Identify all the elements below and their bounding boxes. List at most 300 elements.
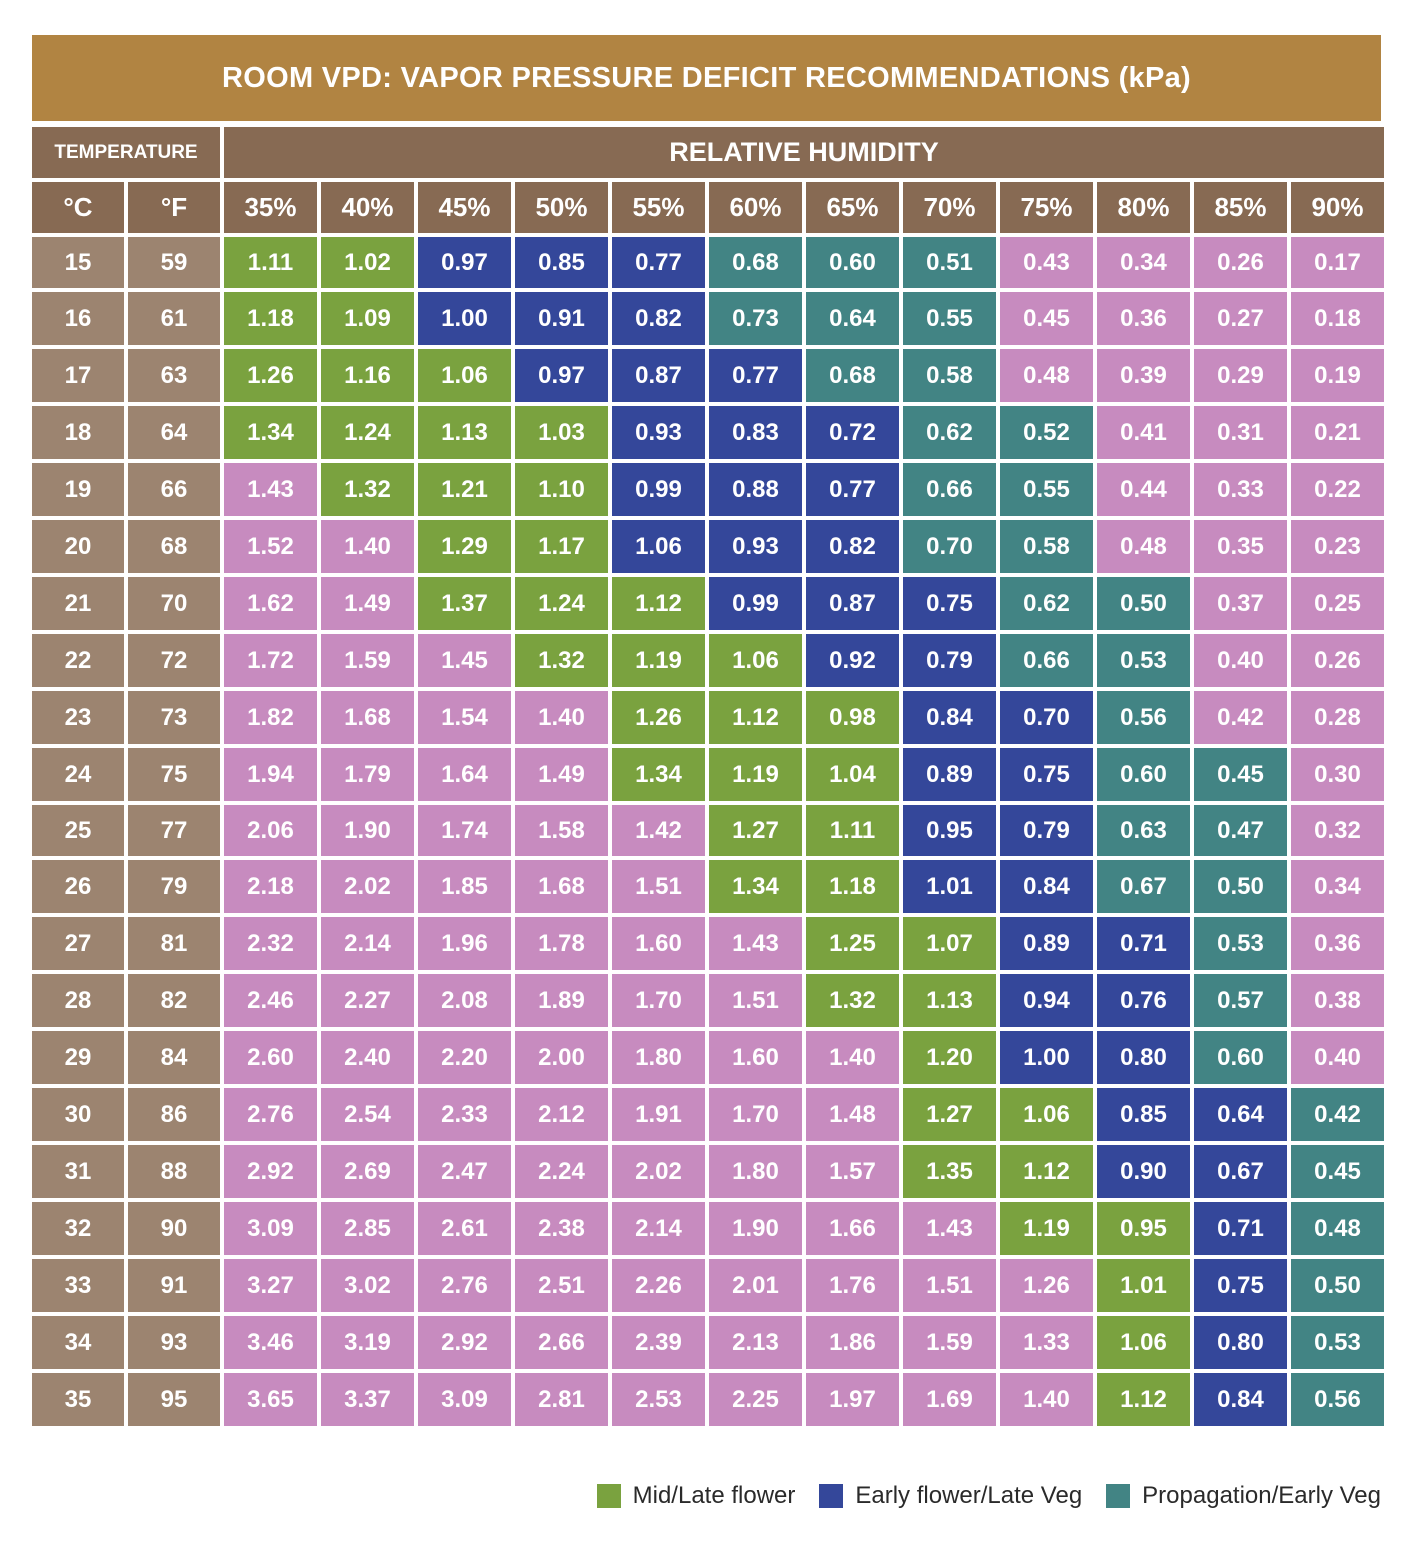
vpd-value-cell: 0.66 — [903, 463, 996, 516]
vpd-value-cell: 1.66 — [806, 1202, 899, 1255]
vpd-value-cell: 3.46 — [224, 1316, 317, 1369]
vpd-value-cell: 0.53 — [1291, 1316, 1384, 1369]
vpd-value-cell: 2.13 — [709, 1316, 802, 1369]
vpd-value-cell: 0.60 — [1097, 748, 1190, 801]
vpd-value-cell: 1.32 — [321, 463, 414, 516]
vpd-value-cell: 0.92 — [806, 634, 899, 687]
legend-item — [1106, 1482, 1381, 1510]
vpd-value-cell: 2.66 — [515, 1316, 608, 1369]
temperature-f-cell: 68 — [128, 520, 220, 573]
vpd-value-cell: 1.13 — [418, 406, 511, 459]
vpd-value-cell: 1.94 — [224, 748, 317, 801]
vpd-value-cell: 1.19 — [1000, 1202, 1093, 1255]
vpd-value-cell: 0.19 — [1291, 349, 1384, 402]
vpd-value-cell: 0.68 — [806, 349, 899, 402]
vpd-value-cell: 0.48 — [1291, 1202, 1384, 1255]
humidity-column-header: 85% — [1194, 182, 1287, 233]
vpd-value-cell: 0.87 — [806, 577, 899, 630]
vpd-value-cell: 1.19 — [612, 634, 705, 687]
vpd-value-cell: 1.01 — [1097, 1259, 1190, 1312]
temperature-c-cell: 24 — [32, 748, 124, 801]
vpd-value-cell: 0.18 — [1291, 292, 1384, 345]
vpd-value-cell: 0.72 — [806, 406, 899, 459]
vpd-value-cell: 0.37 — [1194, 577, 1287, 630]
fahrenheit-header: °F — [128, 182, 220, 233]
vpd-value-cell: 2.53 — [612, 1373, 705, 1426]
vpd-value-cell: 1.26 — [612, 691, 705, 744]
humidity-column-header: 35% — [224, 182, 317, 233]
vpd-value-cell: 3.19 — [321, 1316, 414, 1369]
temperature-f-cell: 61 — [128, 292, 220, 345]
vpd-value-cell: 1.91 — [612, 1088, 705, 1141]
humidity-column-header: 55% — [612, 182, 705, 233]
temperature-f-cell: 63 — [128, 349, 220, 402]
vpd-value-cell: 0.50 — [1291, 1259, 1384, 1312]
vpd-value-cell: 1.00 — [1000, 1031, 1093, 1084]
vpd-value-cell: 1.06 — [418, 349, 511, 402]
temperature-f-cell: 95 — [128, 1373, 220, 1426]
vpd-value-cell: 0.83 — [709, 406, 802, 459]
vpd-value-cell: 0.84 — [903, 691, 996, 744]
vpd-value-cell: 0.63 — [1097, 805, 1190, 856]
vpd-value-cell: 0.57 — [1194, 974, 1287, 1027]
vpd-value-cell: 0.95 — [903, 805, 996, 856]
vpd-value-cell: 0.50 — [1194, 860, 1287, 913]
vpd-value-cell: 1.40 — [515, 691, 608, 744]
vpd-value-cell: 0.89 — [1000, 917, 1093, 970]
temperature-f-cell: 88 — [128, 1145, 220, 1198]
vpd-value-cell: 0.27 — [1194, 292, 1287, 345]
vpd-value-cell: 1.43 — [903, 1202, 996, 1255]
vpd-value-cell: 0.51 — [903, 237, 996, 288]
vpd-value-cell: 0.48 — [1000, 349, 1093, 402]
vpd-value-cell: 2.00 — [515, 1031, 608, 1084]
vpd-value-cell: 1.68 — [321, 691, 414, 744]
vpd-value-cell: 1.48 — [806, 1088, 899, 1141]
vpd-value-cell: 0.17 — [1291, 237, 1384, 288]
vpd-value-cell: 1.85 — [418, 860, 511, 913]
temperature-c-cell: 33 — [32, 1259, 124, 1312]
vpd-value-cell: 0.73 — [709, 292, 802, 345]
vpd-value-cell: 0.41 — [1097, 406, 1190, 459]
temperature-c-cell: 22 — [32, 634, 124, 687]
vpd-value-cell: 1.32 — [806, 974, 899, 1027]
vpd-chart — [32, 35, 1381, 1426]
vpd-value-cell: 0.62 — [1000, 577, 1093, 630]
vpd-value-cell: 0.67 — [1194, 1145, 1287, 1198]
humidity-column-header: 65% — [806, 182, 899, 233]
vpd-value-cell: 2.06 — [224, 805, 317, 856]
vpd-value-cell: 0.44 — [1097, 463, 1190, 516]
vpd-value-cell: 0.99 — [709, 577, 802, 630]
vpd-value-cell: 2.69 — [321, 1145, 414, 1198]
vpd-value-cell: 0.90 — [1097, 1145, 1190, 1198]
vpd-value-cell: 0.32 — [1291, 805, 1384, 856]
humidity-column-header: 80% — [1097, 182, 1190, 233]
vpd-value-cell: 1.80 — [709, 1145, 802, 1198]
vpd-value-cell: 1.12 — [1097, 1373, 1190, 1426]
temperature-f-cell: 84 — [128, 1031, 220, 1084]
vpd-value-cell: 2.14 — [321, 917, 414, 970]
vpd-value-cell: 1.96 — [418, 917, 511, 970]
vpd-value-cell: 2.14 — [612, 1202, 705, 1255]
vpd-value-cell: 1.90 — [321, 805, 414, 856]
vpd-value-cell: 0.87 — [612, 349, 705, 402]
vpd-value-cell: 0.71 — [1097, 917, 1190, 970]
vpd-value-cell: 2.51 — [515, 1259, 608, 1312]
vpd-value-cell: 1.20 — [903, 1031, 996, 1084]
temperature-f-cell: 72 — [128, 634, 220, 687]
vpd-value-cell: 0.58 — [903, 349, 996, 402]
vpd-value-cell: 0.55 — [903, 292, 996, 345]
vpd-value-cell: 1.37 — [418, 577, 511, 630]
vpd-value-cell: 1.06 — [1097, 1316, 1190, 1369]
vpd-value-cell: 2.33 — [418, 1088, 511, 1141]
temperature-f-cell: 70 — [128, 577, 220, 630]
vpd-value-cell: 1.70 — [612, 974, 705, 1027]
vpd-value-cell: 2.76 — [418, 1259, 511, 1312]
vpd-value-cell: 1.25 — [806, 917, 899, 970]
vpd-value-cell: 0.25 — [1291, 577, 1384, 630]
vpd-value-cell: 0.28 — [1291, 691, 1384, 744]
legend — [573, 1482, 1381, 1510]
vpd-value-cell: 2.01 — [709, 1259, 802, 1312]
vpd-value-cell: 0.91 — [515, 292, 608, 345]
vpd-value-cell: 0.53 — [1097, 634, 1190, 687]
temperature-c-cell: 18 — [32, 406, 124, 459]
vpd-value-cell: 0.84 — [1000, 860, 1093, 913]
vpd-value-cell: 1.02 — [321, 237, 414, 288]
vpd-value-cell: 1.58 — [515, 805, 608, 856]
vpd-value-cell: 1.69 — [903, 1373, 996, 1426]
vpd-value-cell: 1.00 — [418, 292, 511, 345]
vpd-value-cell: 0.60 — [806, 237, 899, 288]
vpd-value-cell: 1.78 — [515, 917, 608, 970]
humidity-column-header: 70% — [903, 182, 996, 233]
vpd-value-cell: 2.32 — [224, 917, 317, 970]
vpd-value-cell: 1.10 — [515, 463, 608, 516]
vpd-value-cell: 0.99 — [612, 463, 705, 516]
vpd-value-cell: 1.12 — [709, 691, 802, 744]
vpd-value-cell: 0.95 — [1097, 1202, 1190, 1255]
vpd-value-cell: 0.76 — [1097, 974, 1190, 1027]
vpd-value-cell: 2.27 — [321, 974, 414, 1027]
vpd-value-cell: 0.35 — [1194, 520, 1287, 573]
vpd-value-cell: 1.49 — [321, 577, 414, 630]
temperature-c-cell: 35 — [32, 1373, 124, 1426]
vpd-value-cell: 0.98 — [806, 691, 899, 744]
legend-label: Mid/Late flower — [632, 1482, 796, 1509]
vpd-value-cell: 1.34 — [709, 860, 802, 913]
vpd-value-cell: 0.30 — [1291, 748, 1384, 801]
vpd-value-cell: 3.09 — [224, 1202, 317, 1255]
vpd-value-cell: 3.65 — [224, 1373, 317, 1426]
vpd-value-cell: 2.61 — [418, 1202, 511, 1255]
vpd-value-cell: 1.35 — [903, 1145, 996, 1198]
vpd-value-cell: 2.02 — [321, 860, 414, 913]
vpd-value-cell: 1.43 — [709, 917, 802, 970]
vpd-value-cell: 2.92 — [224, 1145, 317, 1198]
vpd-value-cell: 0.42 — [1291, 1088, 1384, 1141]
vpd-value-cell: 2.20 — [418, 1031, 511, 1084]
vpd-value-cell: 1.19 — [709, 748, 802, 801]
vpd-value-cell: 2.85 — [321, 1202, 414, 1255]
humidity-column-header: 60% — [709, 182, 802, 233]
vpd-value-cell: 0.79 — [1000, 805, 1093, 856]
vpd-value-cell: 1.64 — [418, 748, 511, 801]
vpd-value-cell: 2.26 — [612, 1259, 705, 1312]
vpd-value-cell: 2.60 — [224, 1031, 317, 1084]
vpd-value-cell: 1.06 — [1000, 1088, 1093, 1141]
legend-swatch — [819, 1484, 843, 1508]
vpd-value-cell: 0.56 — [1291, 1373, 1384, 1426]
vpd-value-cell: 1.27 — [903, 1088, 996, 1141]
legend-label: Early flower/Late Veg — [855, 1482, 1083, 1509]
vpd-value-cell: 1.72 — [224, 634, 317, 687]
vpd-value-cell: 0.94 — [1000, 974, 1093, 1027]
vpd-value-cell: 0.71 — [1194, 1202, 1287, 1255]
vpd-value-cell: 0.97 — [515, 349, 608, 402]
vpd-value-cell: 0.45 — [1194, 748, 1287, 801]
vpd-value-cell: 1.09 — [321, 292, 414, 345]
temperature-c-cell: 32 — [32, 1202, 124, 1255]
vpd-value-cell: 0.45 — [1291, 1145, 1384, 1198]
vpd-value-cell: 0.77 — [709, 349, 802, 402]
vpd-value-cell: 0.40 — [1194, 634, 1287, 687]
vpd-value-cell: 0.50 — [1097, 577, 1190, 630]
vpd-value-cell: 0.26 — [1194, 237, 1287, 288]
vpd-value-cell: 1.74 — [418, 805, 511, 856]
temperature-f-cell: 81 — [128, 917, 220, 970]
legend-item — [819, 1482, 1082, 1510]
vpd-value-cell: 1.90 — [709, 1202, 802, 1255]
vpd-value-cell: 0.93 — [709, 520, 802, 573]
vpd-value-cell: 0.82 — [806, 520, 899, 573]
vpd-value-cell: 1.26 — [1000, 1259, 1093, 1312]
temperature-f-cell: 66 — [128, 463, 220, 516]
vpd-value-cell: 1.59 — [903, 1316, 996, 1369]
vpd-value-cell: 0.26 — [1291, 634, 1384, 687]
vpd-value-cell: 0.47 — [1194, 805, 1287, 856]
vpd-value-cell: 0.36 — [1097, 292, 1190, 345]
vpd-value-cell: 0.75 — [1000, 748, 1093, 801]
vpd-value-cell: 0.62 — [903, 406, 996, 459]
vpd-value-cell: 0.79 — [903, 634, 996, 687]
vpd-value-cell: 0.33 — [1194, 463, 1287, 516]
vpd-value-cell: 1.57 — [806, 1145, 899, 1198]
vpd-value-cell: 0.55 — [1000, 463, 1093, 516]
chart-title: ROOM VPD: VAPOR PRESSURE DEFICIT RECOMMENDATIONS (kPa) — [32, 35, 1381, 121]
vpd-value-cell: 1.06 — [709, 634, 802, 687]
humidity-column-header: 40% — [321, 182, 414, 233]
legend-item — [597, 1482, 796, 1510]
vpd-value-cell: 0.29 — [1194, 349, 1287, 402]
temperature-header: TEMPERATURE — [32, 127, 220, 178]
vpd-value-cell: 0.53 — [1194, 917, 1287, 970]
vpd-value-cell: 0.85 — [1097, 1088, 1190, 1141]
temperature-f-cell: 59 — [128, 237, 220, 288]
temperature-f-cell: 86 — [128, 1088, 220, 1141]
vpd-value-cell: 3.27 — [224, 1259, 317, 1312]
vpd-value-cell: 0.58 — [1000, 520, 1093, 573]
vpd-value-cell: 1.43 — [224, 463, 317, 516]
vpd-value-cell: 2.18 — [224, 860, 317, 913]
vpd-value-cell: 0.75 — [903, 577, 996, 630]
vpd-value-cell: 1.59 — [321, 634, 414, 687]
vpd-value-cell: 3.37 — [321, 1373, 414, 1426]
temperature-c-cell: 21 — [32, 577, 124, 630]
temperature-f-cell: 79 — [128, 860, 220, 913]
temperature-c-cell: 15 — [32, 237, 124, 288]
vpd-value-cell: 0.68 — [709, 237, 802, 288]
vpd-table — [32, 127, 1381, 1426]
vpd-value-cell: 1.80 — [612, 1031, 705, 1084]
vpd-value-cell: 1.11 — [806, 805, 899, 856]
vpd-value-cell: 0.80 — [1097, 1031, 1190, 1084]
vpd-value-cell: 1.11 — [224, 237, 317, 288]
vpd-value-cell: 0.40 — [1291, 1031, 1384, 1084]
vpd-value-cell: 1.24 — [515, 577, 608, 630]
vpd-value-cell: 1.62 — [224, 577, 317, 630]
vpd-value-cell: 1.60 — [612, 917, 705, 970]
humidity-column-header: 75% — [1000, 182, 1093, 233]
vpd-value-cell: 0.88 — [709, 463, 802, 516]
vpd-value-cell: 1.24 — [321, 406, 414, 459]
temperature-c-cell: 23 — [32, 691, 124, 744]
legend-label: Propagation/Early Veg — [1142, 1482, 1381, 1509]
temperature-f-cell: 91 — [128, 1259, 220, 1312]
vpd-value-cell: 1.70 — [709, 1088, 802, 1141]
temperature-c-cell: 19 — [32, 463, 124, 516]
vpd-value-cell: 1.89 — [515, 974, 608, 1027]
vpd-value-cell: 1.82 — [224, 691, 317, 744]
vpd-value-cell: 1.42 — [612, 805, 705, 856]
vpd-value-cell: 2.08 — [418, 974, 511, 1027]
vpd-value-cell: 2.39 — [612, 1316, 705, 1369]
temperature-c-cell: 16 — [32, 292, 124, 345]
vpd-value-cell: 0.84 — [1194, 1373, 1287, 1426]
vpd-value-cell: 2.46 — [224, 974, 317, 1027]
vpd-value-cell: 1.51 — [612, 860, 705, 913]
vpd-value-cell: 0.82 — [612, 292, 705, 345]
vpd-value-cell: 2.40 — [321, 1031, 414, 1084]
vpd-value-cell: 1.34 — [224, 406, 317, 459]
temperature-f-cell: 82 — [128, 974, 220, 1027]
vpd-value-cell: 2.24 — [515, 1145, 608, 1198]
vpd-value-cell: 1.40 — [321, 520, 414, 573]
vpd-value-cell: 1.86 — [806, 1316, 899, 1369]
vpd-value-cell: 0.67 — [1097, 860, 1190, 913]
vpd-value-cell: 1.18 — [806, 860, 899, 913]
relative-humidity-header: RELATIVE HUMIDITY — [224, 127, 1384, 178]
vpd-value-cell: 2.81 — [515, 1373, 608, 1426]
vpd-value-cell: 0.77 — [806, 463, 899, 516]
vpd-value-cell: 0.85 — [515, 237, 608, 288]
vpd-value-cell: 0.80 — [1194, 1316, 1287, 1369]
vpd-value-cell: 1.33 — [1000, 1316, 1093, 1369]
vpd-value-cell: 0.23 — [1291, 520, 1384, 573]
vpd-value-cell: 1.12 — [1000, 1145, 1093, 1198]
temperature-c-cell: 20 — [32, 520, 124, 573]
vpd-value-cell: 1.21 — [418, 463, 511, 516]
vpd-value-cell: 1.01 — [903, 860, 996, 913]
vpd-value-cell: 1.32 — [515, 634, 608, 687]
vpd-value-cell: 1.68 — [515, 860, 608, 913]
legend-swatch — [1106, 1484, 1130, 1508]
vpd-value-cell: 1.51 — [903, 1259, 996, 1312]
vpd-value-cell: 1.17 — [515, 520, 608, 573]
legend-swatch — [597, 1484, 621, 1508]
temperature-f-cell: 73 — [128, 691, 220, 744]
vpd-value-cell: 0.34 — [1097, 237, 1190, 288]
vpd-value-cell: 0.39 — [1097, 349, 1190, 402]
vpd-value-cell: 0.52 — [1000, 406, 1093, 459]
vpd-value-cell: 1.49 — [515, 748, 608, 801]
vpd-value-cell: 0.64 — [806, 292, 899, 345]
vpd-value-cell: 1.07 — [903, 917, 996, 970]
temperature-c-cell: 27 — [32, 917, 124, 970]
vpd-value-cell: 1.06 — [612, 520, 705, 573]
vpd-value-cell: 1.76 — [806, 1259, 899, 1312]
vpd-value-cell: 1.34 — [612, 748, 705, 801]
vpd-value-cell: 2.76 — [224, 1088, 317, 1141]
temperature-c-cell: 28 — [32, 974, 124, 1027]
vpd-value-cell: 0.60 — [1194, 1031, 1287, 1084]
temperature-c-cell: 29 — [32, 1031, 124, 1084]
vpd-value-cell: 0.70 — [903, 520, 996, 573]
vpd-value-cell: 1.40 — [806, 1031, 899, 1084]
vpd-value-cell: 1.60 — [709, 1031, 802, 1084]
vpd-value-cell: 0.75 — [1194, 1259, 1287, 1312]
temperature-c-cell: 26 — [32, 860, 124, 913]
vpd-value-cell: 3.02 — [321, 1259, 414, 1312]
vpd-value-cell: 1.29 — [418, 520, 511, 573]
vpd-value-cell: 1.18 — [224, 292, 317, 345]
vpd-value-cell: 1.51 — [709, 974, 802, 1027]
temperature-c-cell: 25 — [32, 805, 124, 856]
vpd-value-cell: 1.79 — [321, 748, 414, 801]
vpd-value-cell: 2.54 — [321, 1088, 414, 1141]
celsius-header: °C — [32, 182, 124, 233]
vpd-value-cell: 0.45 — [1000, 292, 1093, 345]
vpd-value-cell: 1.27 — [709, 805, 802, 856]
temperature-f-cell: 77 — [128, 805, 220, 856]
temperature-f-cell: 93 — [128, 1316, 220, 1369]
temperature-c-cell: 17 — [32, 349, 124, 402]
vpd-value-cell: 0.43 — [1000, 237, 1093, 288]
vpd-value-cell: 1.16 — [321, 349, 414, 402]
vpd-value-cell: 0.56 — [1097, 691, 1190, 744]
temperature-c-cell: 31 — [32, 1145, 124, 1198]
vpd-value-cell: 1.97 — [806, 1373, 899, 1426]
vpd-value-cell: 2.38 — [515, 1202, 608, 1255]
humidity-column-header: 90% — [1291, 182, 1384, 233]
vpd-value-cell: 1.12 — [612, 577, 705, 630]
vpd-value-cell: 0.97 — [418, 237, 511, 288]
vpd-value-cell: 0.77 — [612, 237, 705, 288]
temperature-f-cell: 75 — [128, 748, 220, 801]
vpd-value-cell: 0.70 — [1000, 691, 1093, 744]
vpd-value-cell: 0.66 — [1000, 634, 1093, 687]
vpd-value-cell: 1.04 — [806, 748, 899, 801]
vpd-value-cell: 1.45 — [418, 634, 511, 687]
humidity-column-header: 45% — [418, 182, 511, 233]
vpd-value-cell: 0.64 — [1194, 1088, 1287, 1141]
vpd-value-cell: 1.03 — [515, 406, 608, 459]
vpd-value-cell: 0.31 — [1194, 406, 1287, 459]
vpd-value-cell: 0.89 — [903, 748, 996, 801]
vpd-value-cell: 2.25 — [709, 1373, 802, 1426]
